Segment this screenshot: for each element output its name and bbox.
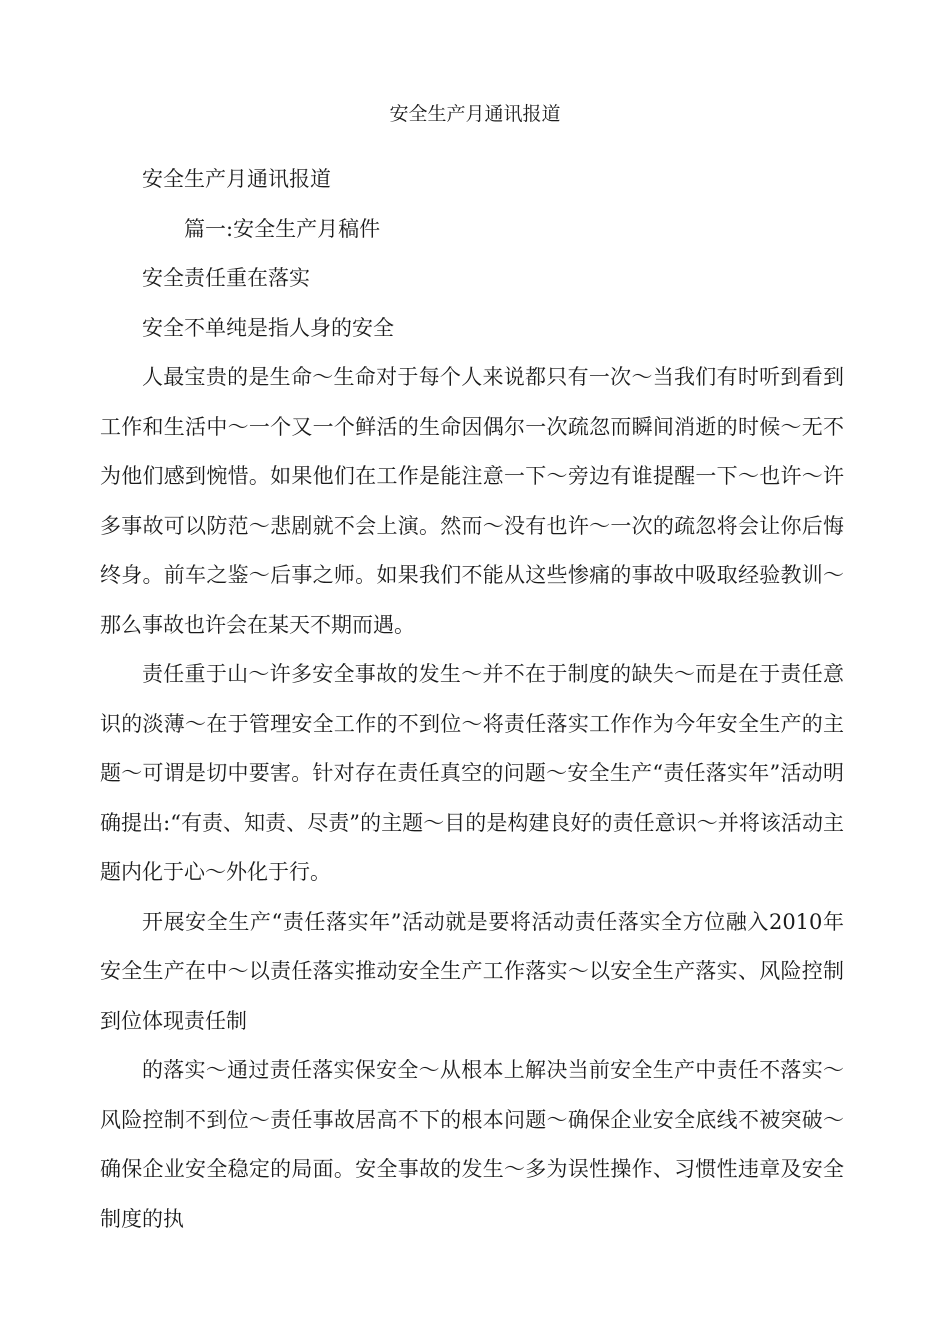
document-title: 安全生产月通讯报道 xyxy=(389,103,561,125)
paragraph-body: 的落实〜通过责任落实保安全〜从根本上解决当前安全生产中责任不落实〜风险控制不到位〜责任事故居高不下的根本问题〜确保企业安全底线不被突破〜确保企业安全稳定的局面。安全事故的发生〜多为误性操作、习惯性违章及安全制度的执 xyxy=(100,1058,844,1231)
paragraph-heading: 安全生产月通讯报道 xyxy=(142,167,331,191)
paragraph-body: 人最宝贵的是生命〜生命对于每个人来说都只有一次〜当我们有时听到看到工作和生活中〜一个又一个鲜活的生命因偶尔一次疏忽而瞬间消逝的时候〜无不为他们感到惋惜。如果他们在工作是能注意一下〜旁边有谁提醒一下〜也许〜许多事故可以防范〜悲剧就不会上演。然而〜没有也许〜一次的疏忽将会让你后悔终身。前车之鉴〜后事之师。如果我们不能从这些惨痛的事故中吸取经验教训〜那么事故也许会在某天不期而遇。 xyxy=(100,365,844,637)
paragraph-section-title: 篇一:安全生产月稿件 xyxy=(184,216,381,241)
paragraph-body: 开展安全生产“责任落实年”活动就是要将活动责任落实全方位融入2010年安全生产在中〜以责任落实推动安全生产工作落实〜以安全生产落实、风险控制到位体现责任制 xyxy=(100,909,844,1033)
paragraph-body: 责任重于山〜许多安全事故的发生〜并不在于制度的缺失〜而是在于责任意识的淡薄〜在于管理安全工作的不到位〜将责任落实工作作为今年安全生产的主题〜可谓是切中要害。针对存在责任真空的问题〜安全生产“责任落实年”活动明确提出:“有责、知责、尽责”的主题〜目的是构建良好的责任意识〜并将该活动主题内化于心〜外化于行。 xyxy=(100,662,844,884)
document-body xyxy=(100,155,844,1244)
paragraph-subtitle-2: 安全不单纯是指人身的安全 xyxy=(142,315,394,340)
paragraph-subtitle: 安全责任重在落实 xyxy=(142,266,310,290)
